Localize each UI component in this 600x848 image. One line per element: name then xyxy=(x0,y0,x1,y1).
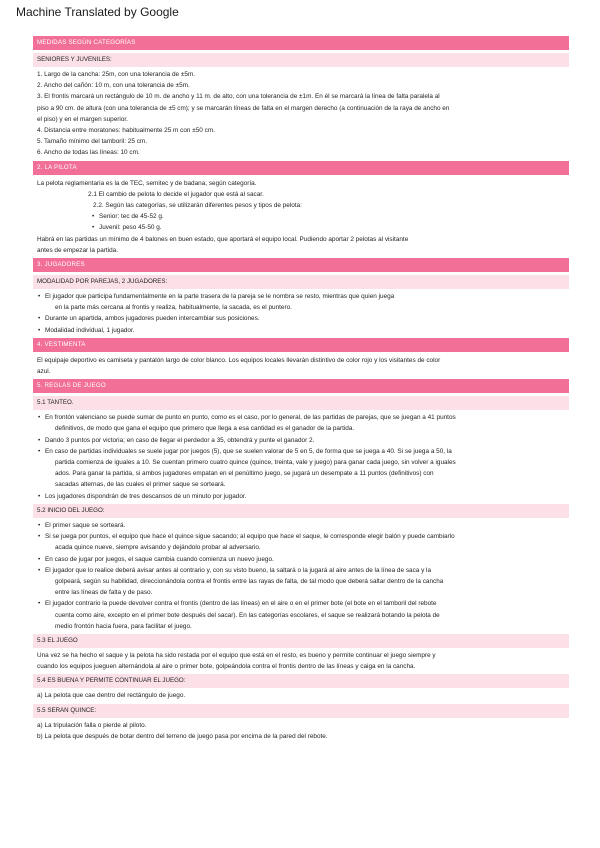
section-header-measures: MEDIDAS SEGÚN CATEGORÍAS xyxy=(33,36,569,50)
subheader-seniors: SENIORES Y JUVENILES: xyxy=(33,53,569,67)
section-header-clothing: 4. VESTIMENTA xyxy=(33,338,569,352)
players-bullet: • Modalidad individual, 1 jugador. xyxy=(33,325,569,336)
subheader-good-ball: 5.4 ES BUENA Y PERMITE CONTINUAR EL JUEGO: xyxy=(33,674,569,688)
start-bullet: • Si se juega por puntos, el equipo que hace el quince sigue sacando; al equipo que hace el saque, le corresponde elegir balón y puede cambiarlo xyxy=(33,531,569,542)
scoring-bullet: • En caso de partidas individuales se suele jugar por juegos (5), que se suelen valorar de 5 en 5, de forma que se juega a 40. Si se juega a 50, la xyxy=(33,446,569,457)
section-header-rules: 5. REGLAS DE JUEGO xyxy=(33,379,569,393)
subheader-game-start: 5.2 INICIO DEL JUEGO: xyxy=(33,504,569,518)
clothing-line: El equipaje deportivo es camiseta y pantalón largo de color blanco. Los equipos locales llevarán distintivo de color rojo y los visitantes de color xyxy=(37,356,441,364)
scoring-bullet-cont: sacadas alternas, de las cuales el primer saque se sorteará. xyxy=(55,481,226,489)
good-line: a) La pelota que cae dentro del rectángulo de juego. xyxy=(37,692,186,700)
start-bullet-cont: cuenta como aire, excepto en el primer bote después del sacar). En las categorías escolares, el saque se realizará botando la pelota de xyxy=(55,611,440,619)
scoring-bullet-cont: ados. Para ganar la partida, si ambos jugadores empatan en el penúltimo juego, se jugará un desempate a 11 puntos (definitivos) con xyxy=(55,470,434,478)
document-body xyxy=(33,36,569,742)
measure-line: el piso) y en el margen superior. xyxy=(37,115,128,123)
measure-line: 3. El frontis marcará un rectángulo de 10 m. de ancho y 11 m. de alto, con una tolerancia de ±1m. En él se marcará la línea de falta paralela al xyxy=(37,93,440,101)
subheader-the-game: 5.3 EL JUEGO xyxy=(33,634,569,648)
start-bullet: • El jugador que lo realice deberá avisar antes al contrario y, con su visto bueno, la saltará o la jugará al aire antes de la línea de saca y la xyxy=(33,565,569,576)
players-bullet: • Durante un apartida, ambos jugadores pueden intercambiar sus posiciones. xyxy=(33,313,569,324)
scoring-bullet: • Los jugadores dispondrán de tres descansos de un minuto por jugador. xyxy=(33,491,569,502)
start-bullet: • El primer saque se sorteará. xyxy=(33,520,569,531)
machine-translated-banner: Machine Translated by Google xyxy=(16,5,179,19)
subheader-pairs: MODALIDAD POR PAREJAS, 2 JUGADORES: xyxy=(33,275,569,289)
start-bullet: • En caso de jugar por juegos, el saque cambia cuando comienza un nuevo juego. xyxy=(33,554,569,565)
section-header-ball: 2. LA PILOTA xyxy=(33,161,569,175)
measure-line: 1. Largo de la cancha: 25m, con una tolerancia de ±5m. xyxy=(37,71,196,78)
start-bullet-cont: acada quince nueve, siempre avisando y dejándolo probar al adversario. xyxy=(55,544,261,552)
ball-senior: • Senior: tec de 45-52 g. xyxy=(33,211,569,222)
section-header-players: 3. JUGADORES xyxy=(33,258,569,272)
ball-outro-1: Habrá en las partidas un mínimo de 4 balones en buen estado, que aportará el equipo local. Pudiendo aportar 2 pelotas al visitante xyxy=(37,235,409,243)
start-bullet-cont: entre las líneas de falta y de paso. xyxy=(55,589,153,597)
scoring-bullet-cont: definitivos, de modo que gana el equipo que primero que llega a esa cantidad es el ganador de la partida. xyxy=(55,425,355,433)
scoring-bullet-cont: partida comienza de iguales a 10. Se cuentan primero cuatro quince (quince, treinta, vale y juego) para ganar cada juego, sin volver a iguales xyxy=(55,459,456,467)
play-line: Una vez se ha hecho el saque y la pelota ha sido restada por el equipo que está en el resto, es bueno y permite continuar el juego siempre y xyxy=(37,651,436,659)
clothing-line: azul. xyxy=(37,368,51,376)
start-bullet: • El jugador contrario la puede devolver contra el frontis (dentro de las líneas) en el aire o en el primer bote (el bote en el tamboril del rebote xyxy=(33,598,569,609)
subheader-scoring: 5.1 TANTEO. xyxy=(33,396,569,410)
ball-item-1: 2.1 El cambio de pelota lo decide el jugador que está al sacar. xyxy=(88,190,264,198)
measure-line: 6. Ancho de todas las líneas: 10 cm. xyxy=(37,149,140,157)
subheader-fifteen: 5.5 SERAN QUINCE: xyxy=(33,704,569,718)
measure-line: 5. Tamaño mínimo del tamboril: 25 cm. xyxy=(37,138,147,146)
start-bullet-cont: medio frontón hacia fuera, para facilitar el juego. xyxy=(55,622,192,630)
measure-line: 2. Ancho del cañón: 10 m, con una tolerancia de ±5m. xyxy=(37,82,190,90)
ball-juvenil: • Juvenil: peso 45-50 g. xyxy=(33,222,569,233)
play-line: cuando los equipos jueguen alternándola al aire o primer bote, golpeándola contra el frontis dentro de las líneas y caiga en la cancha. xyxy=(37,663,416,671)
measure-line: 4. Distancia entre moratones: habitualmente 25 m con ±50 cm. xyxy=(37,127,215,135)
fault-line: b) La pelota que después de botar dentro del terreno de juego pasa por encima de la pared del rebote. xyxy=(37,732,328,740)
fault-line: a) La tripulación falla o pierde al piloto. xyxy=(37,721,147,729)
players-bullet-cont: en la parte más cercana al frontis y realiza, habitualmente, la sacada, es el puntero. xyxy=(55,304,292,312)
ball-outro-2: antes de empezar la partida. xyxy=(37,246,118,254)
scoring-bullet: • Dando 3 puntos por victoria; en caso de llegar el perdedor a 35, obtendrá y punte el ganador 2. xyxy=(33,435,569,446)
players-bullet: • El jugador que participa fundamentalmente en la parte trasera de la pareja se le nombra se resto, mientras que quien juega xyxy=(33,291,569,302)
measure-line: piso a 90 cm. de altura (con una tolerancia de ±5 cm); y se marcarán líneas de falta en el margen derecho (a continuación de la raya de ancho en xyxy=(37,104,450,112)
scoring-bullet: • En frontón valenciano se puede sumar de punto en punto, como es el caso, por lo general, de las partidas de parejas, que se juegan a 41 puntos xyxy=(33,412,569,423)
ball-intro: La pelota reglamentaria es la de TEC, semitec y de badana, según categoría. xyxy=(37,179,257,187)
ball-item-2: 2.2. Según las categorías, se utilizarán diferentes pesos y tipos de pelota: xyxy=(93,202,302,210)
start-bullet-cont: golpeará, según su habilidad, direccionándola contra el frontis entre las rayas de falta, de tal modo que deberá saltar dentro de la cancha xyxy=(55,577,444,585)
